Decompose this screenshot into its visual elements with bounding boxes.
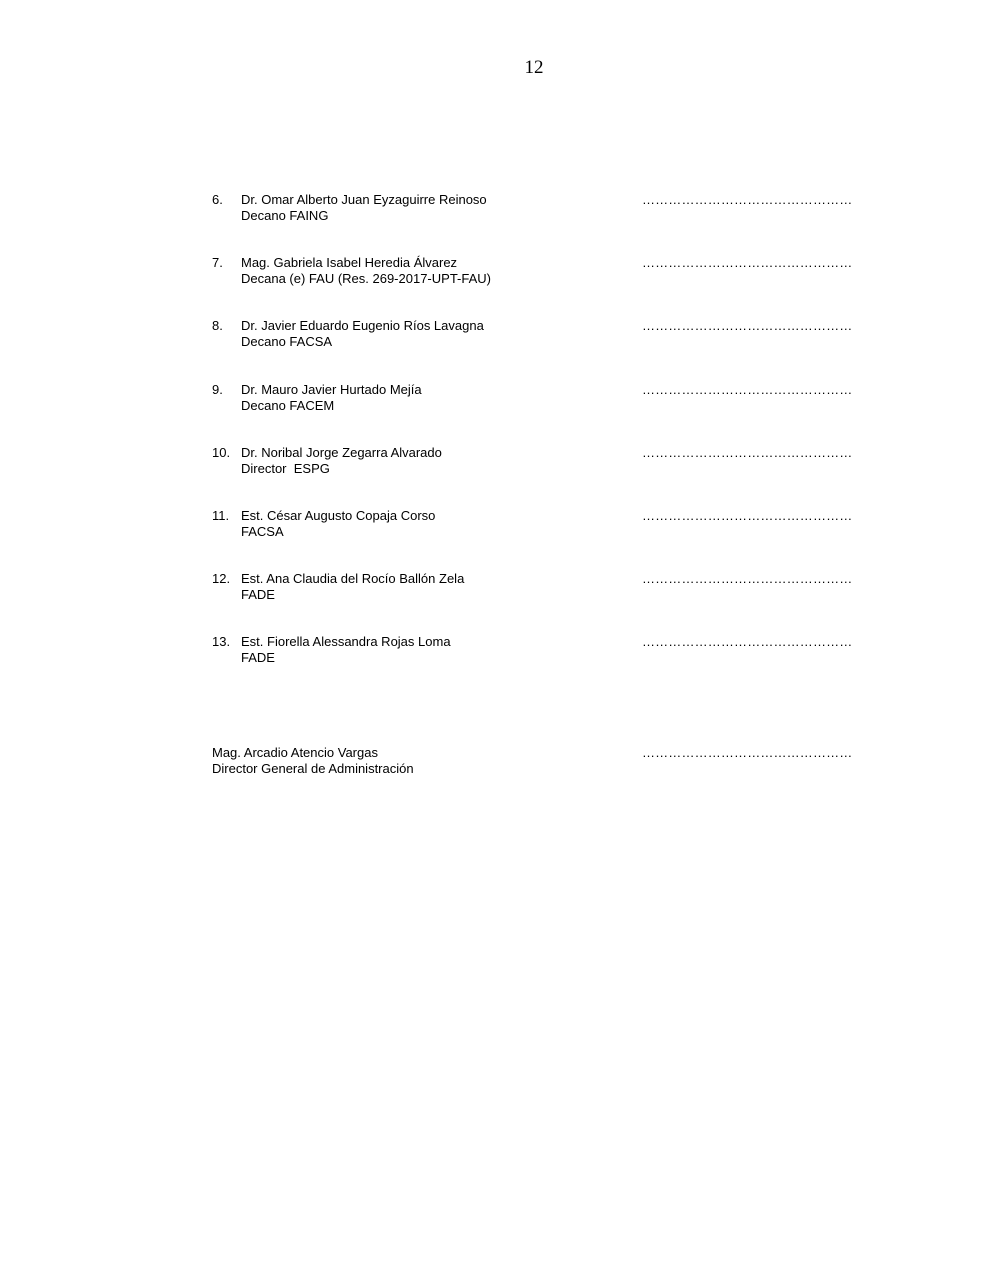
signatory-name: Est. César Augusto Copaja Corso <box>241 507 436 523</box>
signatory-details <box>241 571 621 603</box>
signatory-details <box>241 318 621 350</box>
signatory-name: Mag. Arcadio Atencio Vargas <box>212 745 378 760</box>
signatory-details <box>241 508 621 540</box>
signatory-role: Decano FACSA <box>241 334 333 350</box>
signatory-item <box>212 508 864 571</box>
signatory-item <box>212 571 864 634</box>
signatory-item <box>212 255 864 318</box>
signatory-item <box>212 445 864 508</box>
signatory-details <box>241 634 621 666</box>
signatory-item <box>212 634 864 697</box>
signature-line: ………………………………………… <box>642 381 853 397</box>
signatory-name: Mag. Gabriela Isabel Heredia Álvarez <box>241 255 458 271</box>
final-signatory <box>212 745 864 785</box>
signatory-role: Director ESPG <box>241 460 330 476</box>
signatory-name: Est. Ana Claudia del Rocío Ballón Zela <box>241 571 465 587</box>
signatory-number: 10. <box>212 444 231 460</box>
signature-line: ………………………………………… <box>642 192 853 207</box>
signatory-details <box>212 745 592 777</box>
signatory-details <box>241 382 621 414</box>
signatory-details <box>241 192 621 224</box>
signatory-number: 11. <box>212 507 230 523</box>
signatory-number: 12. <box>212 571 231 587</box>
signature-line: ………………………………………… <box>642 507 853 523</box>
signatory-role: FACSA <box>241 523 284 539</box>
signatory-name: Est. Fiorella Alessandra Rojas Loma <box>241 634 451 650</box>
signatory-details <box>241 445 621 477</box>
signatory-number: 7. <box>212 255 223 271</box>
page-number: 12 <box>524 57 544 78</box>
signatory-details <box>241 255 621 287</box>
signatory-role: Decano FAING <box>241 208 329 223</box>
signature-line: ………………………………………… <box>642 745 853 760</box>
signatory-name: Dr. Omar Alberto Juan Eyzaguirre Reinoso <box>241 192 487 207</box>
signatory-name: Dr. Mauro Javier Hurtado Mejía <box>241 381 422 397</box>
signatory-item <box>212 382 864 445</box>
signature-line: ………………………………………… <box>642 318 853 334</box>
signatory-number: 6. <box>212 192 223 207</box>
signatory-item <box>212 318 864 381</box>
signatory-role: FADE <box>241 650 275 666</box>
signature-line: ………………………………………… <box>642 571 853 587</box>
signatory-name: Dr. Javier Eduardo Eugenio Ríos Lavagna <box>241 318 484 334</box>
signatory-role: Decano FACEM <box>241 397 335 413</box>
signatory-role: Decana (e) FAU (Res. 269-2017-UPT-FAU) <box>241 271 491 287</box>
signatory-number: 9. <box>212 381 223 397</box>
signatory-list <box>212 192 864 698</box>
signatory-name: Dr. Noribal Jorge Zegarra Alvarado <box>241 444 442 460</box>
signatory-role: Director General de Administración <box>212 761 414 776</box>
signatory-number: 13. <box>212 634 231 650</box>
signatory-number: 8. <box>212 318 223 334</box>
signatory-role: FADE <box>241 587 275 603</box>
signature-line: ………………………………………… <box>642 255 853 271</box>
signature-line: ………………………………………… <box>642 444 853 460</box>
signatory-item <box>212 192 864 255</box>
signature-line: ………………………………………… <box>642 634 853 650</box>
